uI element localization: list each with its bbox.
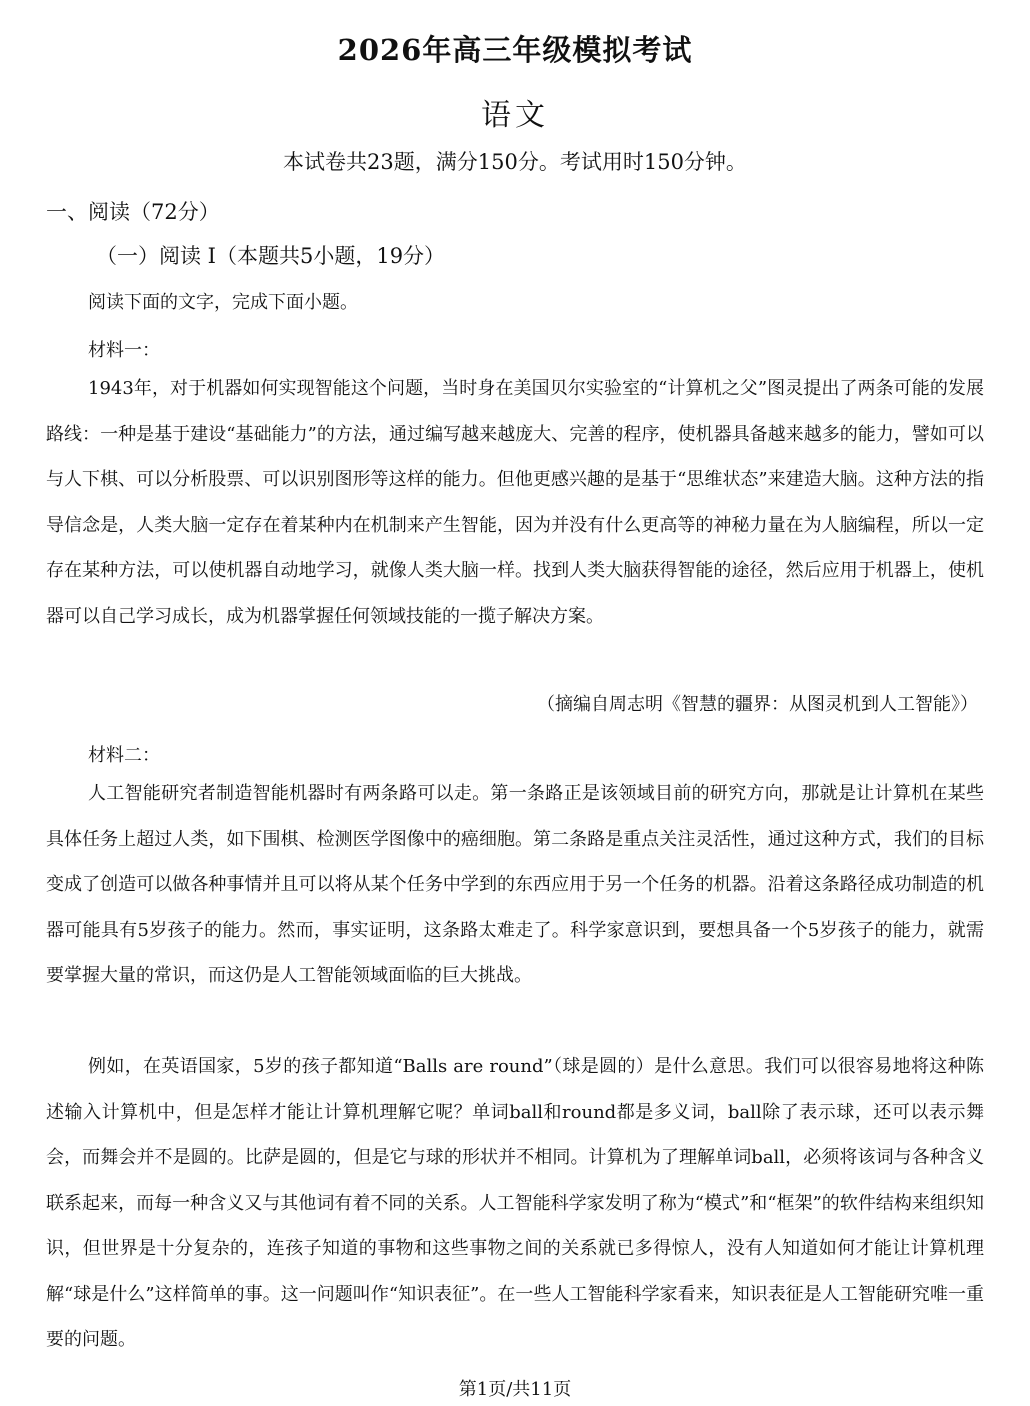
material-two-label: 材料二： [88, 745, 160, 766]
subject-title: 语文 [481, 98, 549, 133]
page-number: 第1页/共11页 [458, 1379, 572, 1400]
material-two-paragraph-2: 例如，在英语国家，5岁的孩子都知道“Balls are round”（球是圆的）是什么意思。我们可以很容易地将这种陈述输入计算机中，但是怎样才能让计算机理解它呢？单词ball和round都是多义词，ball除了表示球，还可以表示舞会，而舞会并不是圆的。比萨是圆的，但是它与球的形状并不相同。计算机为了理解单词ball，必须将该词与各种含义联系起来，而每一种含义又与其他词有着不同的关系。人工智能科学家发明了称为“模式”和“框架”的软件结构来组织知识，但世界是十分复杂的，连孩子知道的事物和这些事物之间的关系就已多得惊人，没有人知道如何才能让计算机理解“球是什么”这样简单的事。这一问题叫作“知识表征”。在一些人工智能科学家看来，知识表征是人工智能研究唯一重要的问题。 [46, 1056, 984, 1350]
exam-info: 本试卷共23题，满分150分。考试用时150分钟。 [283, 150, 747, 174]
material-one-label: 材料一： [88, 340, 160, 361]
exam-title: 2026年高三年级模拟考试 [337, 33, 693, 67]
reading-instruction: 阅读下面的文字，完成下面小题。 [88, 292, 358, 313]
subsection-heading: （一）阅读 I（本题共5小题，19分） [96, 244, 446, 268]
material-two-paragraph-1: 人工智能研究者制造智能机器时有两条路可以走。第一条路正是该领域目前的研究方向，那就是让计算机在某些具体任务上超过人类，如下围棋、检测医学图像中的癌细胞。第二条路是重点关注灵活性，通过这种方式，我们的目标变成了创造可以做各种事情并且可以将从某个任务中学到的东西应用于另一个任务的机器。沿着这条路径成功制造的机器可能具有5岁孩子的能力。然而，事实证明，这条路太难走了。科学家意识到，要想具备一个5岁孩子的能力，就需要掌握大量的常识，而这仍是人工智能领域面临的巨大挑战。 [46, 783, 984, 986]
material-one-paragraph: 1943年，对于机器如何实现智能这个问题，当时身在美国贝尔实验室的“计算机之父”图灵提出了两条可能的发展路线：一种是基于建设“基础能力”的方法，通过编写越来越庞大、完善的程序，使机器具备越来越多的能力，譬如可以与人下棋、可以分析股票、可以识别图形等这样的能力。但他更感兴趣的是基于“思维状态”来建造大脑。这种方法的指导信念是，人类大脑一定存在着某种内在机制来产生智能，因为并没有什么更高等的神秘力量在为人脑编程，所以一定存在某种方法，可以使机器自动地学习，就像人类大脑一样。找到人类大脑获得智能的途径，然后应用于机器上，使机器可以自己学习成长，成为机器掌握任何领域技能的一揽子解决方案。 [46, 378, 984, 627]
section-heading: 一、阅读（72分） [46, 200, 220, 224]
material-one-source: （摘编自周志明《智慧的疆界：从图灵机到人工智能》） [537, 694, 978, 715]
